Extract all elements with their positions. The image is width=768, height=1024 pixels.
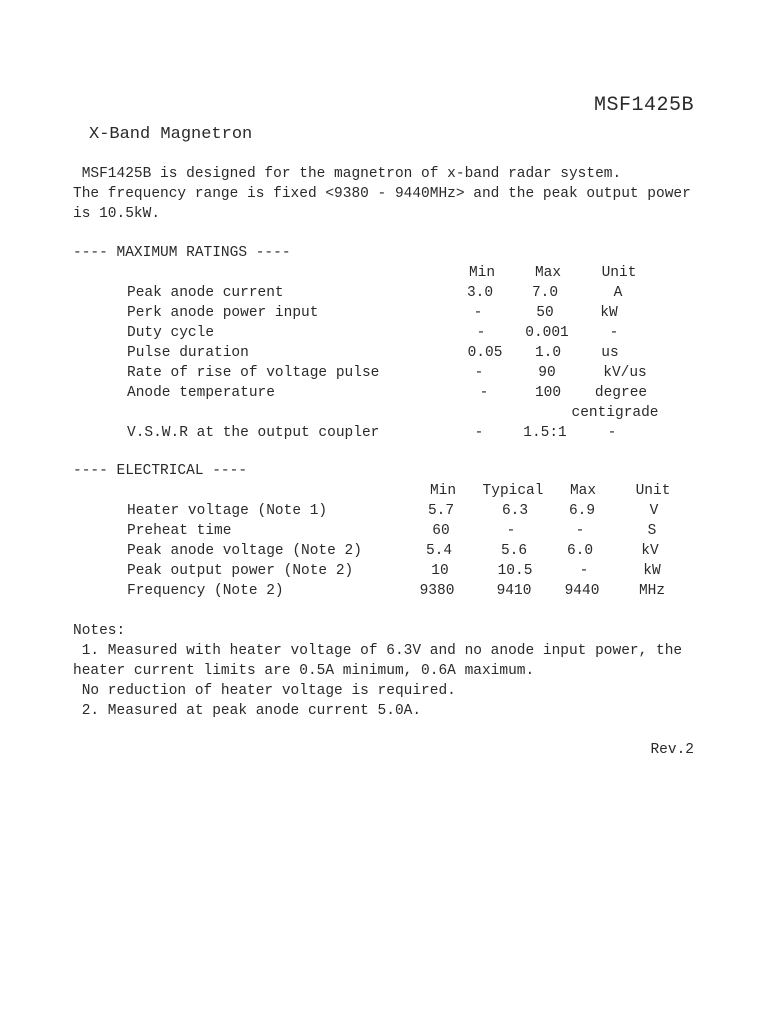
- note-line: No reduction of heater voltage is required.: [73, 683, 456, 699]
- table-row: [0, 561, 768, 581]
- table-row-continuation: [0, 403, 768, 423]
- unit-value: kW: [600, 305, 618, 321]
- min-value: 60: [432, 523, 450, 539]
- unit-value: us: [601, 345, 619, 361]
- document-title: X-Band Magnetron: [89, 125, 253, 144]
- param-label: Duty cycle: [127, 325, 215, 341]
- unit-value: kW: [643, 563, 661, 579]
- notes-section: [73, 621, 682, 721]
- param-label: Peak anode current: [127, 285, 284, 301]
- min-value: -: [473, 305, 483, 321]
- col-min-header: Min: [468, 265, 496, 281]
- max-value: 6.0: [566, 543, 594, 559]
- col-max-header: Max: [569, 483, 597, 499]
- min-value: -: [476, 325, 486, 341]
- col-max-header: Max: [534, 265, 562, 281]
- electrical-header-row: [0, 481, 768, 501]
- col-unit-header: Unit: [635, 483, 671, 499]
- unit-value: kV/us: [603, 365, 647, 381]
- param-label: Peak anode voltage (Note 2): [127, 543, 362, 559]
- table-row: [0, 581, 768, 601]
- unit-value: degree: [594, 385, 648, 401]
- max-ratings-heading: ---- MAXIMUM RATINGS ----: [73, 245, 291, 261]
- intro-paragraph: [73, 164, 691, 224]
- unit-value: -: [609, 325, 619, 341]
- intro-line: is 10.5kW.: [73, 206, 161, 222]
- table-row: [0, 383, 768, 403]
- table-row: [0, 283, 768, 303]
- typical-value: -: [506, 523, 516, 539]
- min-value: 5.4: [425, 543, 453, 559]
- note-line: 2. Measured at peak anode current 5.0A.: [73, 703, 422, 719]
- electrical-heading: ---- ELECTRICAL ----: [73, 463, 248, 479]
- param-label: V.S.W.R at the output coupler: [127, 425, 380, 441]
- min-value: 0.05: [467, 345, 503, 361]
- table-row: [0, 541, 768, 561]
- param-label: Heater voltage (Note 1): [127, 503, 328, 519]
- min-value: 3.0: [466, 285, 494, 301]
- min-value: -: [474, 425, 484, 441]
- max-value: 9440: [564, 583, 600, 599]
- max-value: 0.001: [525, 325, 569, 341]
- col-min-header: Min: [429, 483, 457, 499]
- table-row: [0, 423, 768, 443]
- typical-value: 10.5: [497, 563, 533, 579]
- table-row: [0, 521, 768, 541]
- note-line: heater current limits are 0.5A minimum, 0.6A maximum.: [73, 663, 535, 679]
- table-row: [0, 303, 768, 323]
- max-value: 50: [536, 305, 554, 321]
- part-number: MSF1425B: [593, 94, 694, 117]
- param-label: Perk anode power input: [127, 305, 319, 321]
- table-row: [0, 343, 768, 363]
- max-value: -: [575, 523, 585, 539]
- max-value: 1.5:1: [523, 425, 567, 441]
- max-value: 100: [534, 385, 562, 401]
- unit-value: kV: [641, 543, 659, 559]
- max-ratings-header-row: [0, 263, 768, 283]
- max-value: 1.0: [534, 345, 562, 361]
- max-value: -: [579, 563, 589, 579]
- unit-value: MHz: [638, 583, 666, 599]
- notes-heading: Notes:: [73, 623, 126, 639]
- intro-line: MSF1425B is designed for the magnetron of x-band radar system.: [73, 166, 622, 182]
- col-unit-header: Unit: [601, 265, 637, 281]
- min-value: 9380: [419, 583, 455, 599]
- min-value: -: [474, 365, 484, 381]
- param-label: Anode temperature: [127, 385, 275, 401]
- unit-value: -: [607, 425, 617, 441]
- table-row: [0, 323, 768, 343]
- intro-line: The frequency range is fixed <9380 - 9440MHz> and the peak output power: [73, 186, 691, 202]
- param-label: Preheat time: [127, 523, 232, 539]
- unit-value: A: [613, 285, 623, 301]
- typical-value: 5.6: [500, 543, 528, 559]
- max-value: 90: [538, 365, 556, 381]
- param-label: Rate of rise of voltage pulse: [127, 365, 380, 381]
- typical-value: 9410: [496, 583, 532, 599]
- note-line: 1. Measured with heater voltage of 6.3V and no anode input power, the: [73, 643, 683, 659]
- max-value: 6.9: [568, 503, 596, 519]
- min-value: 5.7: [427, 503, 455, 519]
- table-row: [0, 363, 768, 383]
- min-value: 10: [431, 563, 449, 579]
- param-label: Frequency (Note 2): [127, 583, 284, 599]
- param-label: Pulse duration: [127, 345, 249, 361]
- unit-value: S: [647, 523, 657, 539]
- unit-value: V: [649, 503, 659, 519]
- col-typical-header: Typical: [482, 483, 544, 499]
- table-row: [0, 501, 768, 521]
- max-value: 7.0: [531, 285, 559, 301]
- param-label: Peak output power (Note 2): [127, 563, 354, 579]
- revision-label: Rev.2: [650, 742, 694, 758]
- unit-value-continued: centigrade: [571, 405, 659, 421]
- typical-value: 6.3: [501, 503, 529, 519]
- min-value: -: [479, 385, 489, 401]
